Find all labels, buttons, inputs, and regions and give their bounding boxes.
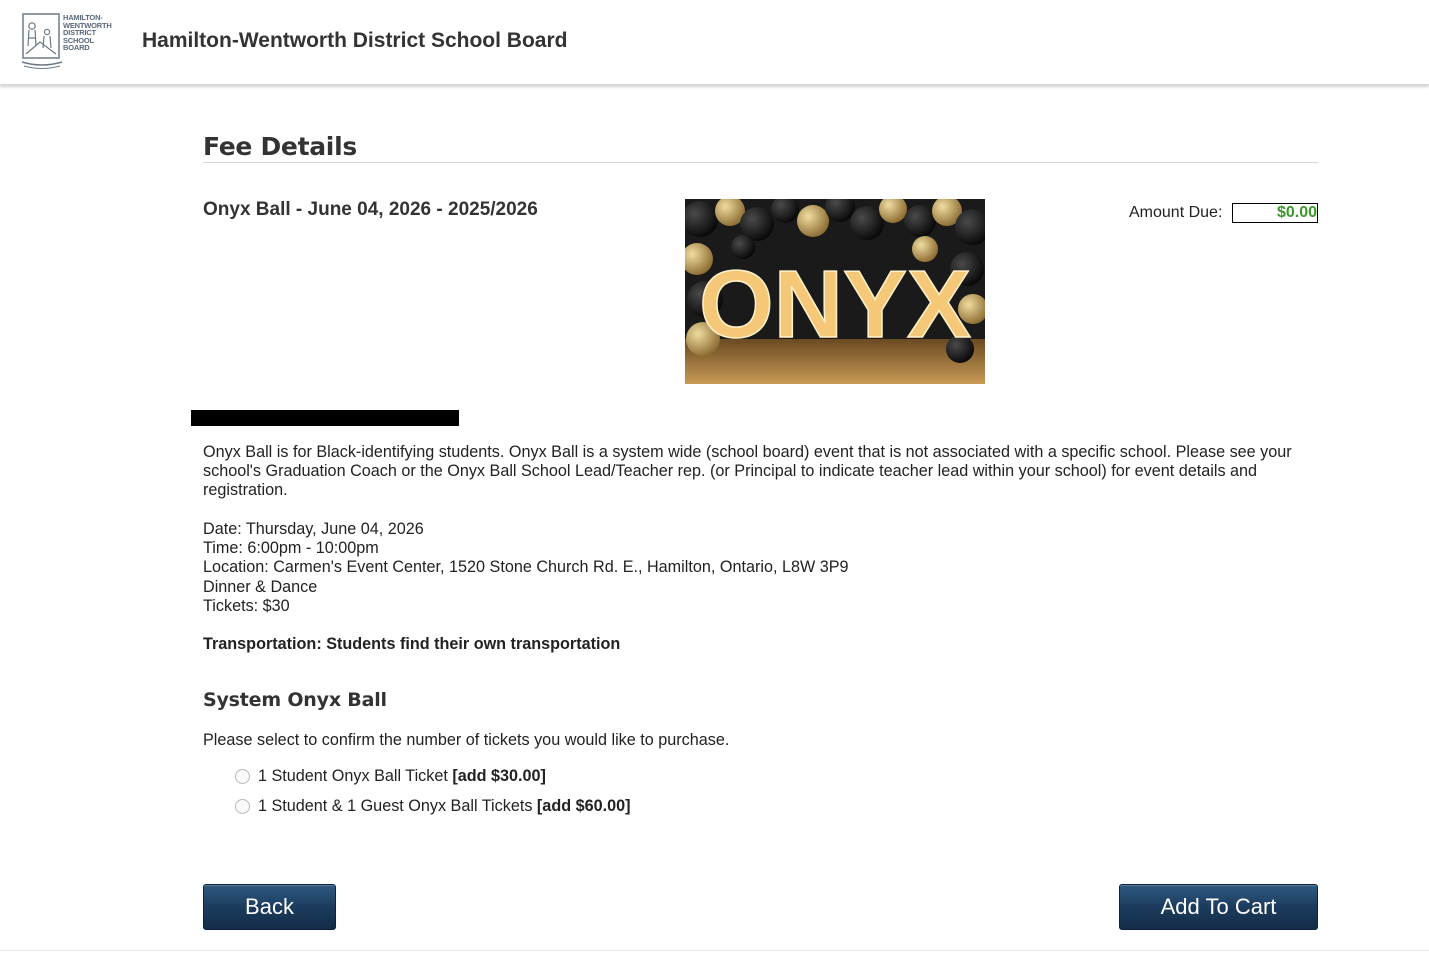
- logo-line: DISTRICT: [63, 28, 96, 38]
- page-title: Fee Details: [203, 132, 357, 161]
- logo-line: BOARD: [63, 43, 90, 53]
- option-text: 1 Student Onyx Ball Ticket: [258, 767, 453, 785]
- radio-button[interactable]: [235, 769, 250, 784]
- event-activity: Dinner & Dance: [203, 577, 318, 596]
- footer-divider: [0, 950, 1429, 951]
- logo-line: WENTWORTH: [63, 20, 112, 30]
- amount-due-value: $0.00: [1232, 203, 1318, 223]
- option-price: [add $60.00]: [536, 797, 631, 815]
- event-time: Time: 6:00pm - 10:00pm: [203, 539, 379, 558]
- event-details: [203, 520, 849, 616]
- amount-due-label: Amount Due:: [1129, 204, 1223, 221]
- option-price: [add $30.00]: [452, 767, 546, 785]
- event-description: Onyx Ball is for Black-identifying students. Onyx Ball is a system wide (school board) event that is not associated with a specific school. Please see your school's Graduation Coach or the Onyx Ball School Lead/Teacher rep. (or Principal to indicate teacher lead within your school) for event details and registration.: [203, 443, 1292, 500]
- logo-line: HAMILTON-: [63, 13, 103, 22]
- redaction-bar: [191, 410, 459, 426]
- ticket-option-student[interactable]: [235, 767, 546, 786]
- transportation-note: Transportation: Students find their own transportation: [203, 635, 621, 653]
- option-label: [258, 797, 631, 816]
- event-date: Date: Thursday, June 04, 2026: [203, 520, 424, 538]
- ticket-instruction: Please select to confirm the number of tickets you would like to purchase.: [203, 731, 730, 749]
- radio-button[interactable]: [235, 799, 250, 814]
- option-text: 1 Student & 1 Guest Onyx Ball Tickets: [258, 797, 537, 815]
- ticket-option-student-guest[interactable]: [235, 797, 631, 816]
- onyx-event-image: [685, 199, 985, 384]
- title-divider: [203, 162, 1318, 163]
- back-button[interactable]: Back: [203, 884, 336, 930]
- add-to-cart-button[interactable]: Add To Cart: [1119, 884, 1318, 930]
- ticket-section-title: System Onyx Ball: [203, 689, 387, 711]
- event-ticket-price: Tickets: $30: [203, 596, 290, 615]
- event-location: Location: Carmen's Event Center, 1520 Stone Church Rd. E., Hamilton, Ontario, L8W 3P9: [203, 558, 849, 577]
- header-bar: [0, 0, 1429, 85]
- board-name: Hamilton-Wentworth District School Board: [142, 29, 568, 52]
- fee-title: Onyx Ball - June 04, 2026 - 2025/2026: [203, 199, 538, 220]
- logo-wordmark: [63, 14, 112, 52]
- logo-line: SCHOOL: [63, 35, 94, 45]
- option-label: [258, 767, 546, 786]
- image-marquee-text: ONYX: [698, 251, 972, 358]
